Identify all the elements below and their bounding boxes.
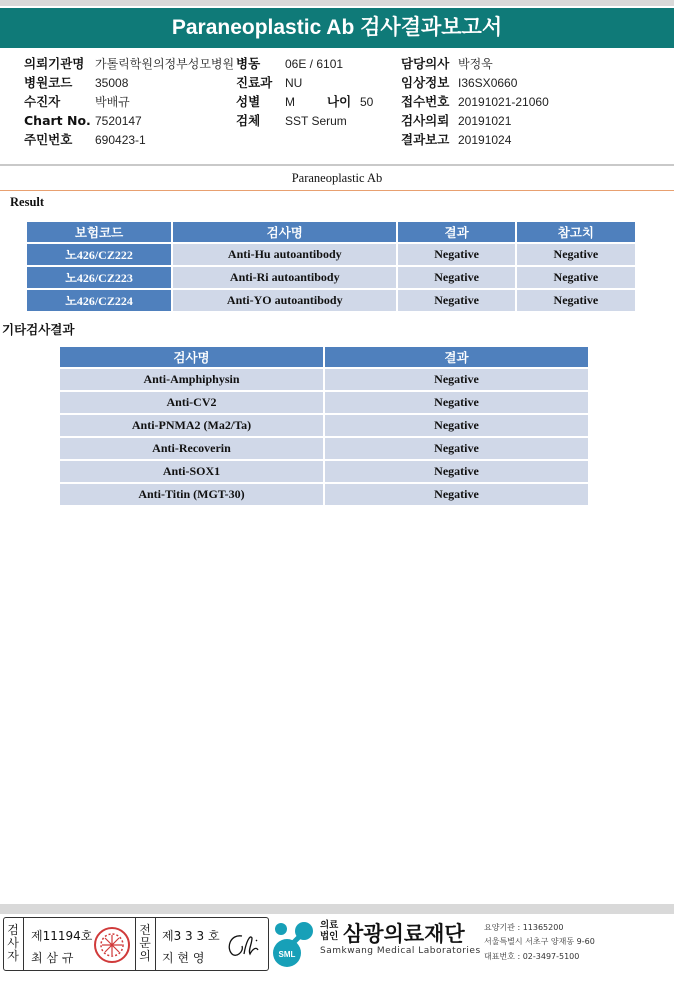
table-cell: Anti-Amphiphysin	[60, 369, 323, 390]
column-header: 결과	[325, 347, 588, 367]
info-value: 20191021-21060	[458, 95, 549, 109]
table-cell: Negative	[325, 392, 588, 413]
column-header: 결과	[398, 222, 514, 242]
org-address: 서울특별시 서초구 양재동 9-60	[484, 937, 595, 946]
info-value: 35008	[95, 76, 129, 90]
org-phone: 대표번호 : 02-3497-5100	[484, 952, 580, 961]
info-field	[24, 94, 130, 109]
age-field: 나이 50	[327, 94, 374, 109]
signature	[222, 928, 262, 962]
info-label: 수진자	[24, 94, 61, 109]
ward-field: 병동 06E / 6101	[236, 56, 344, 71]
inspector-label: 검 사 자	[7, 923, 19, 963]
other-results-label: 기타검사결과	[2, 322, 75, 337]
table-cell: Anti-SOX1	[60, 461, 323, 482]
result-label: Result	[10, 195, 45, 209]
org-code: 요양기관 : 11365200	[484, 923, 564, 932]
section-title: Paraneoplastic Ab	[291, 171, 383, 185]
info-value: 7520147	[95, 114, 142, 128]
table-cell: 노426/CZ223	[27, 267, 171, 288]
table-cell: Anti-YO autoantibody	[173, 290, 396, 311]
specialist-number: 제3 3 3 호	[162, 929, 220, 943]
table-cell: Anti-PNMA2 (Ma2/Ta)	[60, 415, 323, 436]
info-value: 박배규	[95, 95, 130, 109]
specimen-field: 검체 SST Serum	[236, 113, 347, 128]
info-label: 검사의뢰	[401, 113, 450, 128]
info-field	[24, 56, 235, 71]
info-field	[401, 132, 512, 147]
org-name-en: Samkwang Medical Laboratories	[320, 946, 481, 956]
seal-stamp	[93, 926, 131, 964]
table-cell: Anti-CV2	[60, 392, 323, 413]
info-value: 20191021	[458, 114, 512, 128]
report-title: Paraneoplastic Ab 검사결과보고서	[0, 8, 674, 48]
info-label: 주민번호	[24, 132, 73, 147]
dept-field: 진료과 NU	[236, 75, 303, 90]
table-cell: Negative	[398, 290, 514, 311]
table-row	[60, 484, 588, 505]
org-name: 삼광의료재단	[343, 922, 465, 946]
column-header: 검사명	[173, 222, 396, 242]
table-row	[60, 438, 588, 459]
table-cell: Negative	[517, 244, 635, 265]
sex-field: 성별 M	[236, 94, 295, 109]
column-header: 검사명	[60, 347, 323, 367]
table-cell: Negative	[398, 267, 514, 288]
info-field	[401, 94, 549, 109]
info-value: 가톨릭학원의정부성모병원	[95, 57, 235, 71]
table-cell: Negative	[325, 461, 588, 482]
other-results-table	[58, 345, 590, 507]
table-cell: Anti-Ri autoantibody	[173, 267, 396, 288]
info-value: 20191024	[458, 133, 512, 147]
org-prefix: 의료 법인	[320, 920, 339, 942]
table-row	[27, 267, 635, 288]
footer-band	[0, 904, 674, 914]
info-value: 박정욱	[458, 57, 493, 71]
table-row	[60, 415, 588, 436]
table-cell: Negative	[517, 290, 635, 311]
signature-box	[3, 917, 269, 971]
table-row	[60, 369, 588, 390]
table-cell: Anti-Hu autoantibody	[173, 244, 396, 265]
table-row	[27, 244, 635, 265]
logo-text: SML	[278, 950, 296, 959]
table-cell: 노426/CZ222	[27, 244, 171, 265]
info-field	[24, 132, 146, 147]
table-cell: Negative	[517, 267, 635, 288]
info-label: Chart No.	[24, 113, 91, 128]
info-label: 의뢰기관명	[24, 56, 85, 71]
sml-logo-icon	[271, 917, 317, 969]
info-label: 담당의사	[401, 56, 450, 71]
table-cell: Negative	[325, 369, 588, 390]
info-field	[401, 75, 518, 90]
info-value: 690423-1	[95, 133, 146, 147]
table-cell: Negative	[398, 244, 514, 265]
info-value: I36SX0660	[458, 76, 518, 90]
specialist-label: 전 문 의	[139, 923, 151, 963]
table-cell: Negative	[325, 484, 588, 505]
column-header: 보험코드	[27, 222, 171, 242]
table-cell: 노426/CZ224	[27, 290, 171, 311]
table-cell: Anti-Titin (MGT-30)	[60, 484, 323, 505]
inspector-name: 최 삼 규	[31, 951, 74, 965]
specialist-name: 지 현 영	[162, 951, 205, 965]
table-row	[60, 461, 588, 482]
table-cell: Anti-Recoverin	[60, 438, 323, 459]
table-row	[27, 290, 635, 311]
column-header: 참고치	[517, 222, 635, 242]
table-row	[60, 392, 588, 413]
info-field	[401, 56, 493, 71]
table-cell: Negative	[325, 415, 588, 436]
section-divider	[0, 190, 674, 191]
info-label: 결과보고	[401, 132, 450, 147]
info-divider	[0, 164, 674, 166]
info-label: 임상정보	[401, 75, 450, 90]
table-cell: Negative	[325, 438, 588, 459]
result-table	[25, 220, 637, 313]
info-field	[401, 113, 512, 128]
info-label: 병원코드	[24, 75, 73, 90]
top-border	[0, 0, 674, 6]
inspector-number: 제11194호	[31, 929, 93, 943]
info-field	[24, 75, 129, 90]
info-label: 접수번호	[401, 94, 450, 109]
info-field	[24, 113, 142, 128]
